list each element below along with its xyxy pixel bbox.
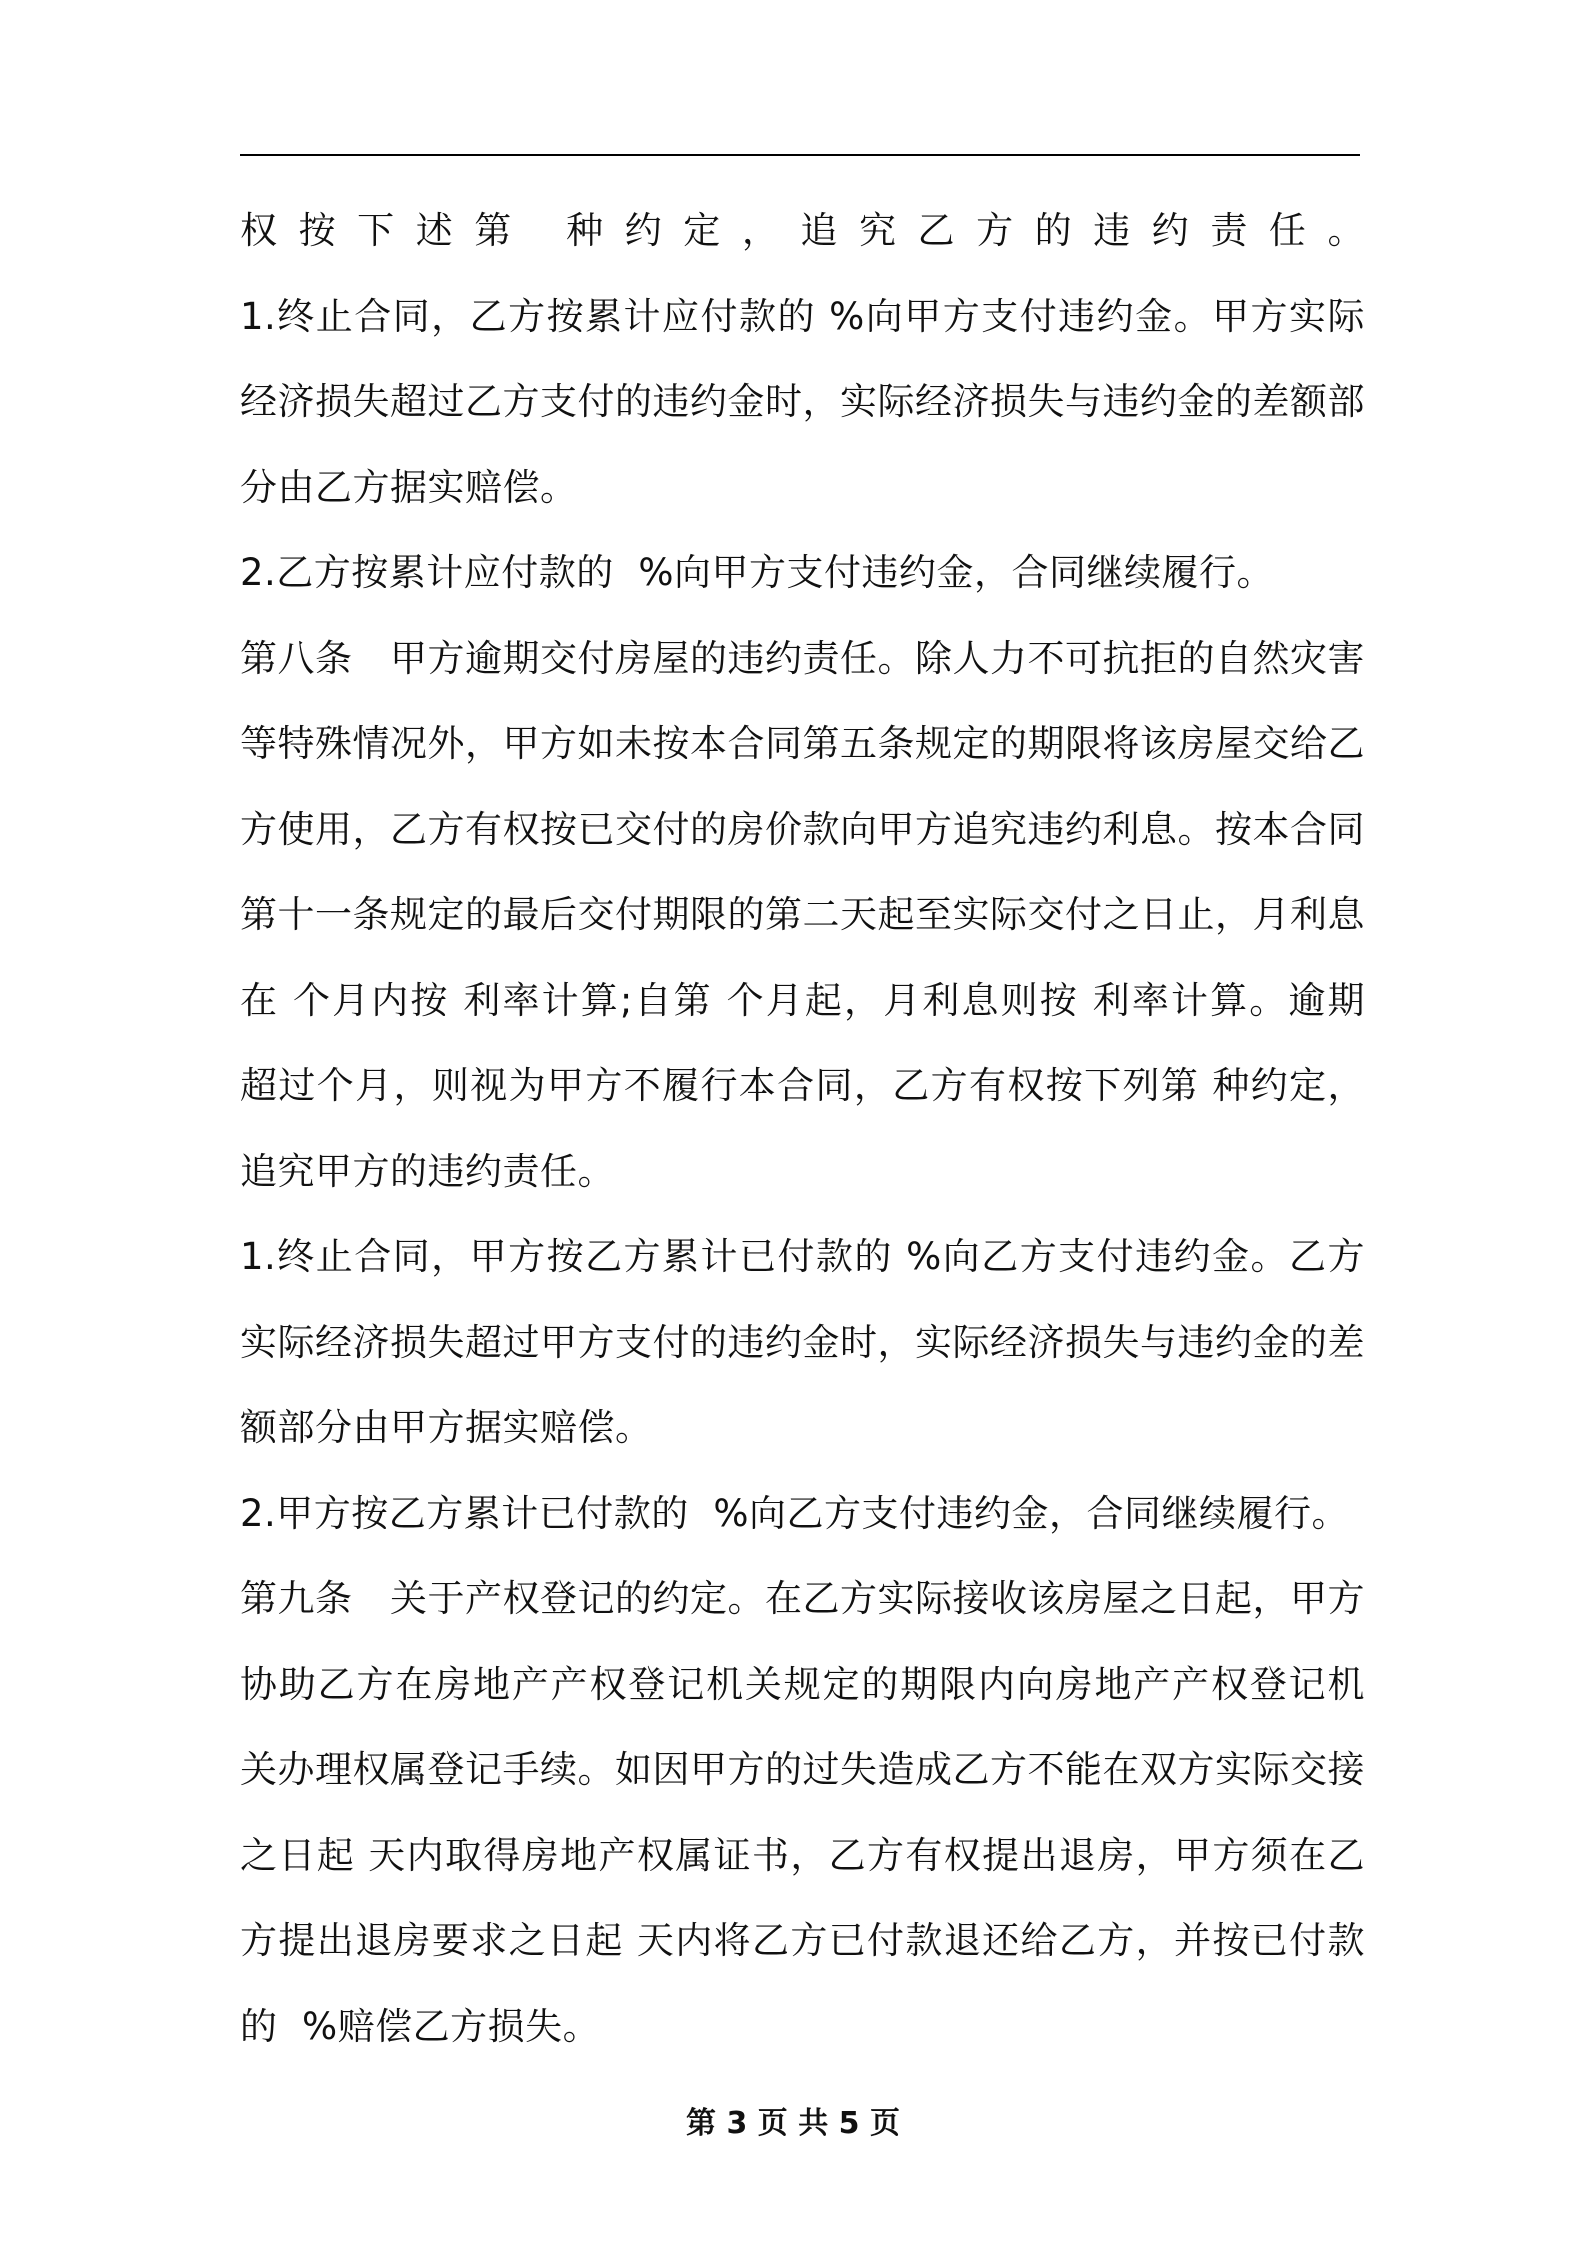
text-line: 第十一条规定的最后交付期限的第二天起至实际交付之日止，月利息	[240, 893, 1365, 936]
text-line: 在 个月内按 利率计算;自第 个月起，月利息则按 利率计算。逾期	[240, 978, 1365, 1022]
text-line: 2.乙方按累计应付款的 %向甲方支付违约金，合同继续履行。	[240, 551, 1274, 594]
text-line: 1.终止合同，乙方按累计应付款的 %向甲方支付违约金。甲方实际	[240, 294, 1365, 338]
text-line: 等特殊情况外，甲方如未按本合同第五条规定的期限将该房屋交给乙	[240, 722, 1365, 765]
text-line: 追究甲方的违约责任。	[240, 1149, 615, 1193]
header-rule	[240, 154, 1360, 156]
page-number: 第 3 页 共 5 页	[686, 2106, 900, 2141]
text-line: 关办理权属登记手续。如因甲方的过失造成乙方不能在双方实际交接	[240, 1748, 1365, 1791]
text-line: 的 %赔偿乙方损失。	[240, 2004, 601, 2048]
text-line: 经济损失超过乙方支付的违约金时，实际经济损失与违约金的差额部	[240, 380, 1365, 423]
text-line: 权按下述第 种约定，追究乙方的违约责任。	[240, 209, 1365, 252]
text-line: 方提出退房要求之日起 天内将乙方已付款退还给乙方，并按已付款	[240, 1919, 1365, 1962]
text-line: 第八条 甲方逾期交付房屋的违约责任。除人力不可抗拒的自然灾害	[240, 636, 1365, 680]
text-line: 2.甲方按乙方累计已付款的 %向乙方支付违约金，合同继续履行。	[240, 1491, 1349, 1535]
text-line: 协助乙方在房地产产权登记机关规定的期限内向房地产产权登记机	[240, 1662, 1365, 1706]
text-line: 第九条 关于产权登记的约定。在乙方实际接收该房屋之日起，甲方	[240, 1577, 1365, 1620]
text-line: 1.终止合同，甲方按乙方累计已付款的 %向乙方支付违约金。乙方	[240, 1235, 1365, 1278]
text-line: 额部分由甲方据实赔偿。	[240, 1406, 653, 1449]
text-line: 分由乙方据实赔偿。	[240, 465, 578, 509]
text-line: 之日起 天内取得房地产权属证书，乙方有权提出退房，甲方须在乙	[240, 1833, 1365, 1877]
text-line: 方使用，乙方有权按已交付的房价款向甲方追究违约利息。按本合同	[240, 807, 1365, 851]
document-body	[240, 188, 1365, 2069]
text-line: 实际经济损失超过甲方支付的违约金时，实际经济损失与违约金的差	[240, 1320, 1365, 1364]
text-line: 超过个月，则视为甲方不履行本合同，乙方有权按下列第 种约定，	[240, 1064, 1365, 1107]
